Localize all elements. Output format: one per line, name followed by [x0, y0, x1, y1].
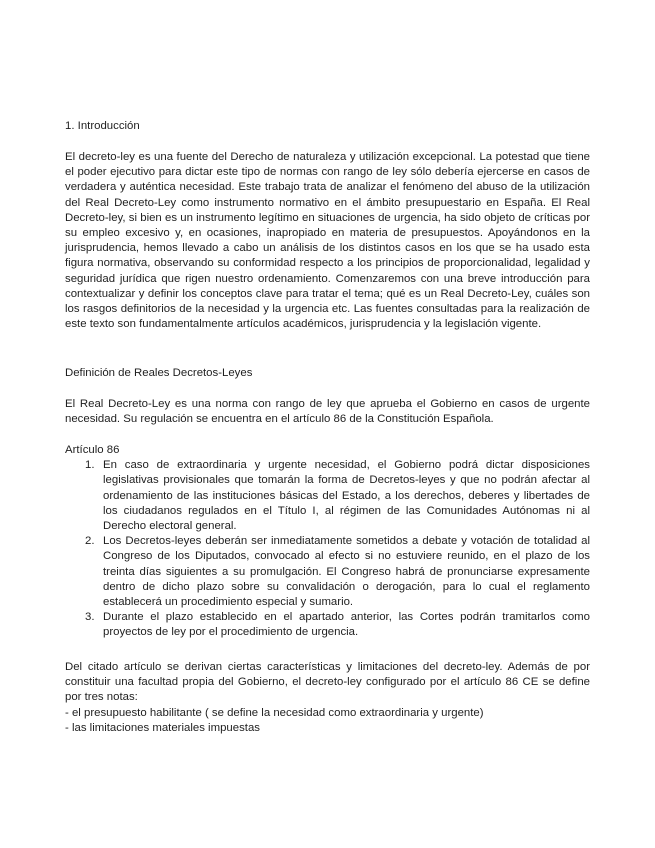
note-item: - las limitaciones materiales impuestas — [65, 721, 260, 734]
section-heading-definicion: Definición de Reales Decretos-Leyes — [65, 367, 253, 379]
article-item-text: Durante el plazo establecido en el apartado anterior, las Cortes podrán tramitarlos como proyectos de ley por el procedimiento de urgencia. — [103, 611, 590, 639]
article-item-3 — [65, 610, 590, 640]
article-item-2 — [65, 534, 590, 610]
intro-paragraph: El decreto-ley es una fuente del Derecho de naturaleza y utilización excepcional. La potestad que tiene el poder ejecutivo para dictar este tipo de normas con rango de ley sólo debería ejercerse en casos de verdadera y auténtica necesidad. Este trabajo trata de analizar el fenómeno del abuso de la utilización del Real Decreto-Ley como instrumento normativo en el ámbito presupuestario en España. El Real Decreto-ley, si bien es un instrumento legítimo en situaciones de urgencia, ha sido objeto de críticas por su empleo excesivo y, en ocasiones, inapropiado en materia de presupuestos. Apoyándonos en la jurisprudencia, hemos llevado a cabo un análisis de los distintos casos en los que se ha usado esta figura normativa, observando su conformidad respecto a los principios de proporcionalidad, legalidad y seguridad jurídica que rigen nuestro ordenamiento. Comenzaremos con una breve introducción para contextualizar y definir los conceptos clave para tratar el tema; qué es un Real Decreto-Ley, cuáles son los rasgos definitorios de la necesidad y la urgencia etc. Las fuentes consultadas para la realización de este texto son fundamentalmente artículos académicos, jurisprudencia y la legislación vigente. — [65, 151, 590, 331]
article-item-1 — [65, 458, 590, 534]
article-item-number: 1. — [85, 459, 95, 472]
characteristics-paragraph: Del citado artículo se derivan ciertas características y limitaciones del decreto-ley. Además de por constituir una facultad propia del Gobierno, el decreto-ley configurado por el artículo 86 CE se define por tres notas: — [65, 661, 590, 704]
article-item-number: 3. — [85, 611, 95, 624]
section-heading-introduccion: 1. Introducción — [65, 120, 140, 132]
article-86-block — [65, 443, 590, 641]
article-item-text: En caso de extraordinaria y urgente necesidad, el Gobierno podrá dictar disposiciones legislativas provisionales que tomarán la forma de Decretos-leyes y que no podrán afectar al ordenamiento de las instituciones básicas del Estado, a los derechos, deberes y libertades de los ciudadanos regulados en el Título I, al régimen de las Comunidades Autónomas ni al Derecho electoral general. — [103, 459, 590, 533]
article-items-list — [65, 458, 590, 640]
article-item-number: 2. — [85, 535, 95, 548]
article-title: Artículo 86 — [65, 444, 120, 456]
definition-paragraph: El Real Decreto-Ley es una norma con rango de ley que aprueba el Gobierno en casos de urgente necesidad. Su regulación se encuentra en el artículo 86 de la Constitución Española. — [65, 398, 590, 426]
article-item-text: Los Decretos-leyes deberán ser inmediatamente sometidos a debate y votación de totalidad al Congreso de los Diputados, convocado al efecto si no estuviere reunido, en el plazo de los treinta días siguientes a su promulgación. El Congreso habrá de pronunciarse expresamente dentro de dicho plazo sobre su convalidación o derogación, para lo cual el reglamento establecerá un procedimiento especial y sumario. — [103, 535, 590, 609]
characteristics-block — [65, 660, 590, 736]
note-item: - el presupuesto habilitante ( se define la necesidad como extraordinaria y urgente) — [65, 706, 484, 719]
